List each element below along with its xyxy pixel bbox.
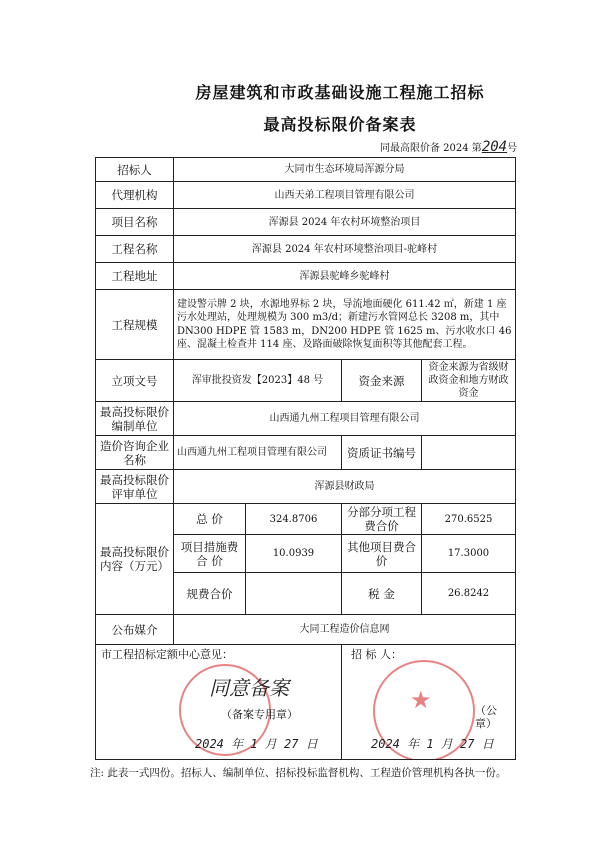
tenderer-stamp-icon: ★ [373, 660, 475, 760]
media-label: 公布媒介 [96, 615, 174, 645]
content-label: 最高投标限价内容（万元） [96, 504, 174, 615]
tenderer-sign-cell [342, 645, 516, 760]
document-number [380, 139, 517, 155]
doc-number-suffix: 号 [507, 143, 518, 154]
page-title: 房屋建筑和市政基础设施工程施工招标 [195, 83, 485, 102]
media-value: 大同工程造价信息网 [174, 615, 516, 645]
works-name-label: 工程名称 [96, 236, 174, 263]
compiler-label: 最高投标限价编制单位 [96, 402, 174, 436]
scale-value: 建设警示牌 2 块，水源地界标 2 块，导流地面硬化 611.42 ㎡，新建 1 座污水处理站，处理规模为 300 m3/d；新建污水管网总长 3208 m，其中 DN300 HDPE 管 1583 m，DN200 HDPE 管 1625 m、污水收水口 46 座、混凝土检查井 114 座、及路面破除恢复面积等其他配套工程。 [174, 290, 516, 360]
measures-label: 项目措施费合 价 [174, 535, 246, 573]
center-date: 2024 年 1 月 27 日 [195, 737, 318, 751]
consult-label: 造价咨询企业名称 [96, 436, 174, 470]
tax-value: 26.8242 [422, 573, 516, 615]
total-value: 324.8706 [246, 504, 342, 535]
measures-value: 10.0939 [246, 535, 342, 573]
tenderer-date: 2024 年 1 月 27 日 [371, 737, 494, 751]
compiler-value: 山西通九州工程项目管理有限公司 [174, 402, 516, 436]
tenderer-label: 招标人 [96, 158, 174, 182]
doc-number-handwritten: 204 [481, 139, 508, 155]
approval-label: 立项文号 [96, 360, 174, 402]
fund-value: 资金来源为省级财政资金和地方财政资金 [422, 360, 516, 402]
center-handwritten: 同意备案 [209, 676, 289, 700]
works-name-value: 浑源县 2024 年农村环境整治项目-驼峰村 [174, 236, 516, 263]
center-stamp-note: （备案专用章） [221, 708, 298, 721]
fund-label: 资金来源 [342, 360, 422, 402]
cert-value [422, 436, 516, 470]
agency-label: 代理机构 [96, 182, 174, 209]
tenderer-stamp-note: （公章） [475, 704, 497, 730]
review-value: 浑源县财政局 [174, 470, 516, 504]
total-label: 总 价 [174, 504, 246, 535]
project-name-value: 浑源县 2024 年农村环境整治项目 [174, 209, 516, 236]
subitem-value: 270.6525 [422, 504, 516, 535]
center-opinion-cell [96, 645, 342, 760]
fees-value [246, 573, 342, 615]
works-address-label: 工程地址 [96, 263, 174, 290]
center-opinion-label: 市工程招标定额中心意见： [101, 648, 233, 661]
project-name-label: 项目名称 [96, 209, 174, 236]
tenderer-value: 大同市生态环境局浑源分局 [174, 158, 516, 182]
fees-label: 规费合价 [174, 573, 246, 615]
subitem-label: 分部分项工程费合价 [342, 504, 422, 535]
other-value: 17.3000 [422, 535, 516, 573]
tax-label: 税 金 [342, 573, 422, 615]
doc-number-prefix: 同最高限价备 2024 第 [380, 143, 482, 154]
works-address-value: 浑源县驼峰乡驼峰村 [174, 263, 516, 290]
tenderer-sign-label: 招 标 人： [351, 648, 402, 661]
page-subtitle: 最高投标限价备案表 [263, 115, 417, 134]
approval-value: 浑审批投资发【2023】48 号 [174, 360, 342, 402]
other-label: 其他项目费合价 [342, 535, 422, 573]
filing-table [95, 157, 516, 760]
agency-value: 山西天弟工程项目管理有限公司 [174, 182, 516, 209]
scale-label: 工程规模 [96, 290, 174, 360]
consult-value: 山西通九州工程项目管理有限公司 [174, 436, 342, 470]
cert-label: 资质证书编号 [342, 436, 422, 470]
footnote: 注: 此表一式四份。招标人、编制单位、招标投标监督机构、工程造价管理机构各执一份。 [90, 767, 507, 779]
review-label: 最高投标限价评审单位 [96, 470, 174, 504]
